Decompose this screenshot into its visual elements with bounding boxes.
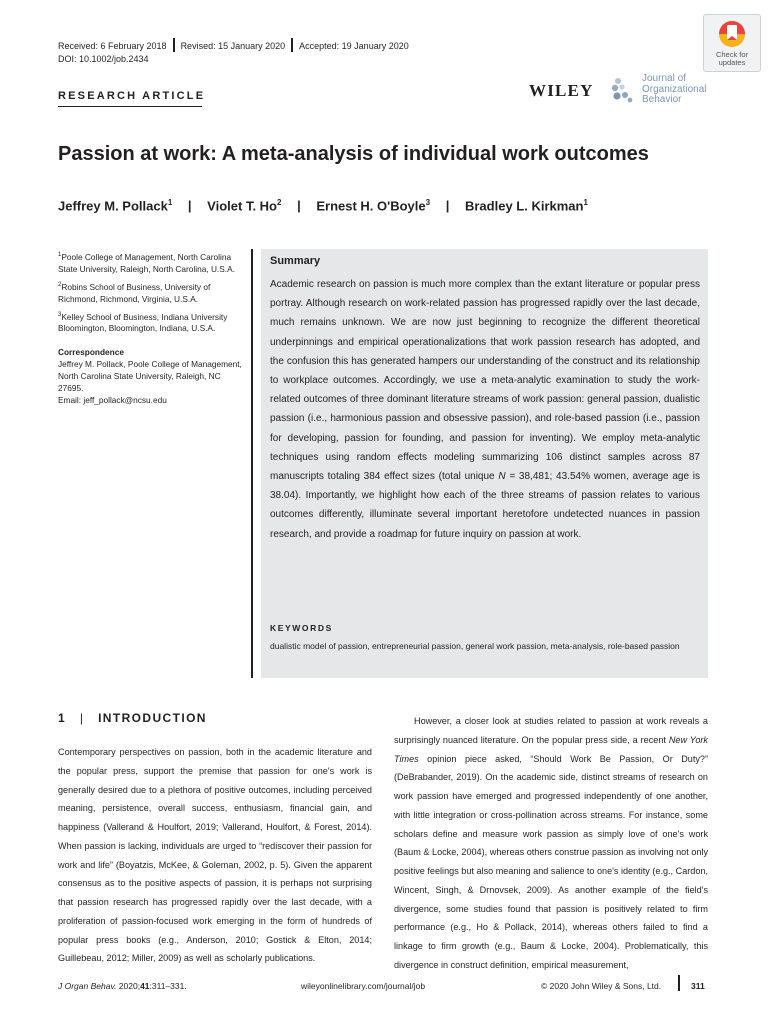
journal-name-line: Journal of bbox=[642, 73, 686, 84]
affiliation-text: Robins School of Business, University of Richmond, Richmond, Virginia, U.S.A. bbox=[58, 281, 211, 304]
author-affiliation-mark: 3 bbox=[425, 198, 431, 207]
article-title: Passion at work: A meta-analysis of individual work outcomes bbox=[58, 143, 649, 165]
summary-heading: Summary bbox=[270, 255, 321, 267]
article-history bbox=[58, 38, 409, 52]
author-list bbox=[58, 198, 588, 213]
summary-text-part: = 38,481; 43.54% women, average age is 38.04). Importantly, we highlight how each of the three streams of passion relates to various outcomes differently, illuminate several important heretofore undetected nuances in passion research, and provide a roadmap for future inquiry on passion at work. bbox=[270, 471, 700, 540]
intro-right-text: opinion piece asked, “Should Work Be Passion, Or Duty?” (DeBrabander, 2019). On the academic side, distinct streams of research on work passion have emerged and progressed independently of one another, with little integration or cross-pollination across streams. For instance, some scholars define and measure work passion as simply love of one's work (Baum & Locke, 2004), whereas others construe passion as involving not only positive feelings but also meaning and salience to one's identity (e.g., Cardon, Wincent, Singh, & Drnovsek, 2009). As another example of the field's divergence, some studies found that passion is positively related to firm performance (e.g., Ho & Pollack, 2014), whereas others failed to find a linkage to firm growth (e.g., Baum & Locke, 2004). Problematically, this divergence in construct definition, empirical measurement, bbox=[394, 753, 708, 970]
correspondence-text: Jeffrey M. Pollack, Poole College of Management, North Carolina State University, Raleigh, NC 27695. bbox=[58, 359, 242, 394]
affiliation-number: 2 bbox=[58, 281, 62, 288]
author-affiliation-mark: 1 bbox=[583, 198, 588, 207]
journal-name-line: Organizational bbox=[642, 83, 707, 95]
author-name[interactable]: Violet T. Ho bbox=[207, 198, 277, 214]
section-title: INTRODUCTION bbox=[98, 711, 207, 725]
intro-left-column: Contemporary perspectives on passion, both in the academic literature and the popular press, support the premise that passion for one's work is generally desired due to a plethora of positive outcomes, including perceived meaning, persistence, overall success, enthusiasm, financial gain, and happiness (Vallerand & Houlfort, 2019; Vallerand, Houlfort, & Forest, 2014). When passion is lacking, individuals are urged to “rediscover their passion for work and life” (Boyatzis, McKee, & Goleman, 2002, p. 5). Given the apparent consensus as to the positive aspects of passion, it is perhaps not surprising that passion research has progressed rapidly over the last decade, with a proliferation of passion-focused work emerging in the form of hundreds of popular press books (e.g., Anderson, 2010; Gostick & Elton, 2014; Guillebeau, 2012; Miller, 2009) as well as scholarly publications. bbox=[58, 747, 372, 964]
affiliation-text: Poole College of Management, North Carolina State University, Raleigh, North Carolina, U.S.A. bbox=[58, 251, 235, 274]
history-divider bbox=[173, 38, 175, 52]
affiliations bbox=[58, 249, 244, 410]
footer-citation bbox=[58, 981, 187, 991]
correspondence bbox=[58, 346, 244, 406]
section-number: 1 bbox=[58, 711, 67, 725]
page-number: 311 bbox=[691, 981, 705, 991]
author-name[interactable]: Jeffrey M. Pollack bbox=[58, 198, 168, 214]
article-type-underline bbox=[58, 106, 202, 107]
affiliation-number: 3 bbox=[58, 311, 62, 318]
doi[interactable]: DOI: 10.1002/job.2434 bbox=[58, 54, 149, 64]
check-for-updates-button[interactable] bbox=[703, 14, 761, 72]
intro-right-text: However, a closer look at studies related to passion at work reveals a surprisingly nuanced literature. On the popular press side, a recent bbox=[394, 716, 708, 745]
intro-right-column bbox=[394, 712, 708, 975]
journal-logo-icon bbox=[608, 75, 638, 105]
affiliation-text: Kelley School of Business, Indiana University Bloomington, Bloomington, Indiana, U.S.A. bbox=[58, 311, 228, 334]
author-name[interactable]: Ernest H. O'Boyle bbox=[316, 198, 426, 214]
received-date: Received: 6 February 2018 bbox=[58, 41, 167, 51]
author-name[interactable]: Bradley L. Kirkman bbox=[464, 198, 584, 214]
keywords-text: dualistic model of passion, entrepreneurial passion, general work passion, meta-analysis, role-based passion bbox=[270, 641, 680, 651]
history-divider bbox=[291, 38, 293, 52]
correspondence-heading: Correspondence bbox=[58, 347, 124, 358]
keywords-heading: KEYWORDS bbox=[270, 623, 333, 633]
section-separator: | bbox=[79, 711, 85, 725]
summary-text bbox=[270, 275, 700, 544]
wiley-logo: WILEY bbox=[529, 81, 594, 100]
summary-box bbox=[261, 249, 708, 678]
affiliation bbox=[58, 279, 244, 305]
section-heading bbox=[58, 711, 207, 725]
footer-url[interactable]: wileyonlinelibrary.com/journal/job bbox=[301, 981, 426, 991]
author-separator: | bbox=[445, 198, 450, 214]
affiliation-number: 1 bbox=[58, 252, 62, 258]
author-separator: | bbox=[297, 198, 301, 214]
article-type: RESEARCH ARTICLE bbox=[58, 90, 206, 102]
author-affiliation-mark: 1 bbox=[167, 198, 173, 207]
summary-n-symbol: N bbox=[498, 471, 506, 483]
check-for-updates-icon bbox=[704, 17, 760, 53]
journal-name bbox=[642, 74, 706, 106]
footer-year: 2020; bbox=[116, 981, 141, 991]
summary-left-rule bbox=[251, 249, 253, 678]
author-affiliation-mark: 2 bbox=[277, 198, 282, 207]
journal-name-line: Behavior bbox=[642, 94, 682, 105]
correspondence-email[interactable]: Email: jeff_pollack@ncsu.edu bbox=[58, 395, 167, 406]
footer-pages: :311–331. bbox=[149, 981, 187, 991]
affiliation bbox=[58, 309, 244, 335]
summary-text-part: Academic research on passion is much more complex than the extant literature or popular press portray. Although research on work-related passion has progressed rapidly over the last decade, much remains unknown. We are now just beginning to recognize the different theoretical underpinnings and empirical operationalizations that work passion research has adopted, and the confusion this has generated hampers our understanding of the construct and its relationship to workplace outcomes. Accordingly, we use a meta-analytic examination to study the work-related outcomes of three dominant literature streams of work passion: general passion, dualistic passion (i.e., harmonious passion and obsessive passion), and role-based passion (i.e., passion for developing, passion for founding, and passion for inventing). We employ meta-analytic techniques using random effects modeling summarizing 106 distinct samples across 87 manuscripts totaling 384 effect sizes (total unique bbox=[270, 279, 700, 483]
check-for-updates-label: Check for bbox=[715, 50, 749, 59]
footer-journal-abbrev: J Organ Behav. bbox=[58, 981, 117, 991]
footer-volume: 41 bbox=[140, 981, 150, 991]
affiliation bbox=[58, 249, 244, 275]
intro-right-italic: New York Times bbox=[394, 734, 708, 764]
footer-divider bbox=[678, 975, 680, 991]
revised-date: Revised: 15 January 2020 bbox=[180, 41, 286, 51]
footer-copyright: © 2020 John Wiley & Sons, Ltd. bbox=[541, 981, 662, 991]
author-separator: | bbox=[187, 198, 192, 214]
check-for-updates-label: updates bbox=[718, 58, 746, 67]
accepted-date: Accepted: 19 January 2020 bbox=[299, 41, 409, 51]
